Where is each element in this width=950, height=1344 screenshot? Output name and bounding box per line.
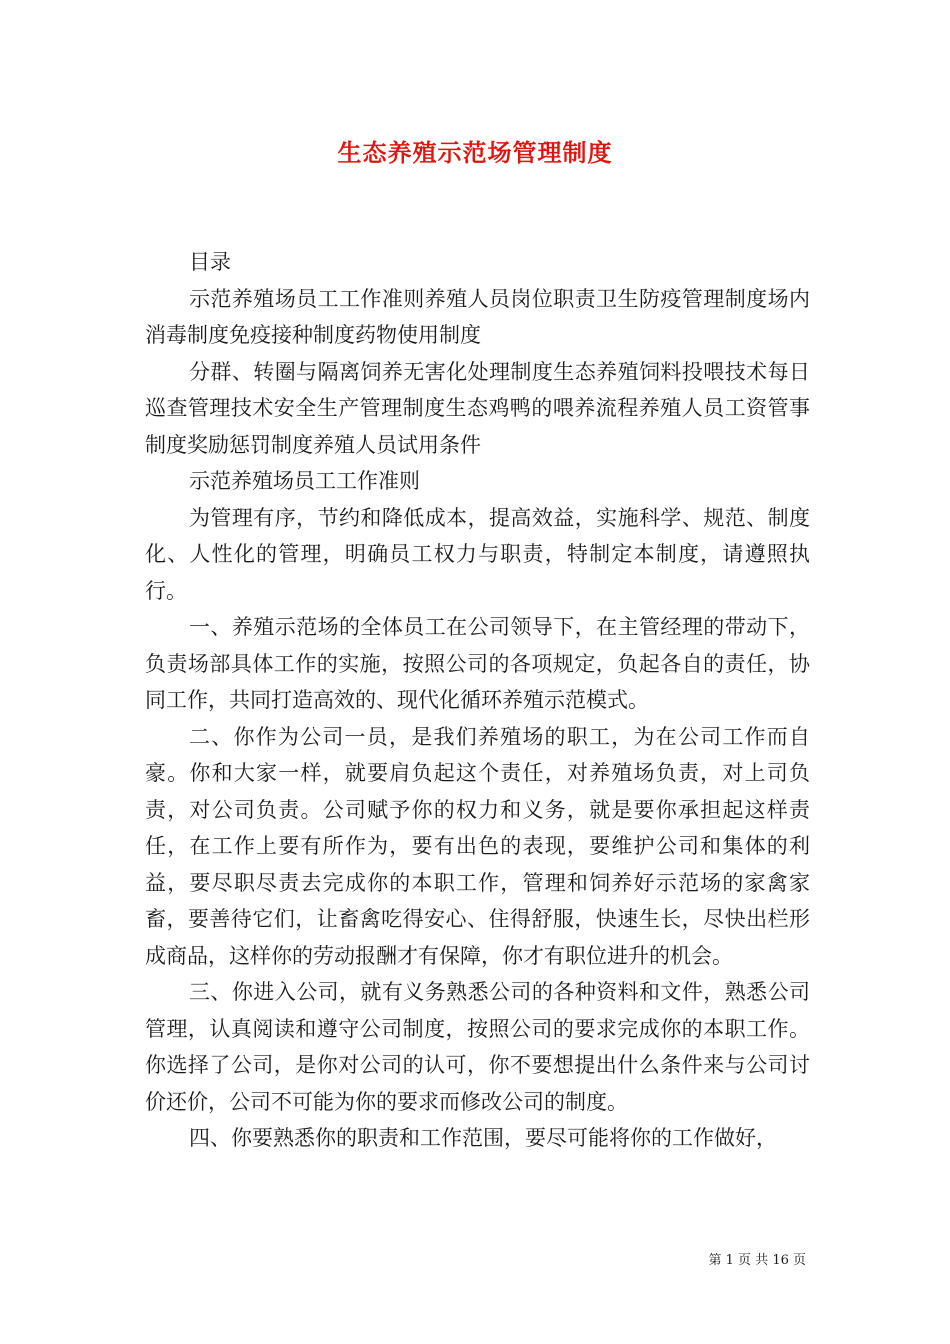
section-heading: 示范养殖场员工工作准则 bbox=[189, 469, 420, 493]
toc-line-1: 示范养殖场员工工作准则养殖人员岗位职责卫生防疫管理制度场内消毒制度免疫接种制度药物使用制度 bbox=[145, 286, 810, 347]
intro-paragraph: 为管理有序，节约和降低成本，提高效益，实施科学、规范、制度化、人性化的管理，明确员工权力与职责，特制定本制度，请遵照执行。 bbox=[145, 505, 810, 603]
toc-heading: 目录 bbox=[189, 250, 231, 274]
toc-line-2: 分群、转圈与隔离饲养无害化处理制度生态养殖饲料投喂技术每日巡查管理技术安全生产管理制度生态鸡鸭的喂养流程养殖人员工资管事制度奖励惩罚制度养殖人员试用条件 bbox=[145, 359, 810, 457]
rule-paragraph-1: 一、养殖示范场的全体员工在公司领导下，在主管经理的带动下，负责场部具体工作的实施，按照公司的各项规定，负起各自的责任，协同工作，共同打造高效的、现代化循环养殖示范模式。 bbox=[145, 615, 810, 712]
rule-paragraph-3: 三、你进入公司，就有义务熟悉公司的各种资料和文件，熟悉公司管理，认真阅读和遵守公司制度，按照公司的要求完成你的本职工作。你选择了公司，是你对公司的认可，你不要想提出什么条件来与公司讨价还价，公司不可能为你的要求而修改公司的制度。 bbox=[145, 980, 810, 1114]
page-number: 第 1 页 共 16 页 bbox=[708, 1253, 806, 1268]
document-title: 生态养殖示范场管理制度 bbox=[337, 138, 613, 167]
document-body bbox=[145, 244, 810, 1157]
rule-paragraph-2: 二、你作为公司一员，是我们养殖场的职工，为在公司工作而自豪。你和大家一样，就要肩负起这个责任，对养殖场负责，对上司负责，对公司负责。公司赋予你的权力和义务，就是要你承担起这样责任，在工作上要有所作为，要有出色的表现，要维护公司和集体的利益，要尽职尽责去完成你的本职工作，管理和饲养好示范场的家禽家畜，要善待它们，让畜禽吃得安心、住得舒服，快速生长，尽快出栏形成商品，这样你的劳动报酬才有保障，你才有职位进升的机会。 bbox=[145, 724, 810, 968]
rule-paragraph-4: 四、你要熟悉你的职责和工作范围，要尽可能将你的工作做好， bbox=[189, 1126, 777, 1150]
